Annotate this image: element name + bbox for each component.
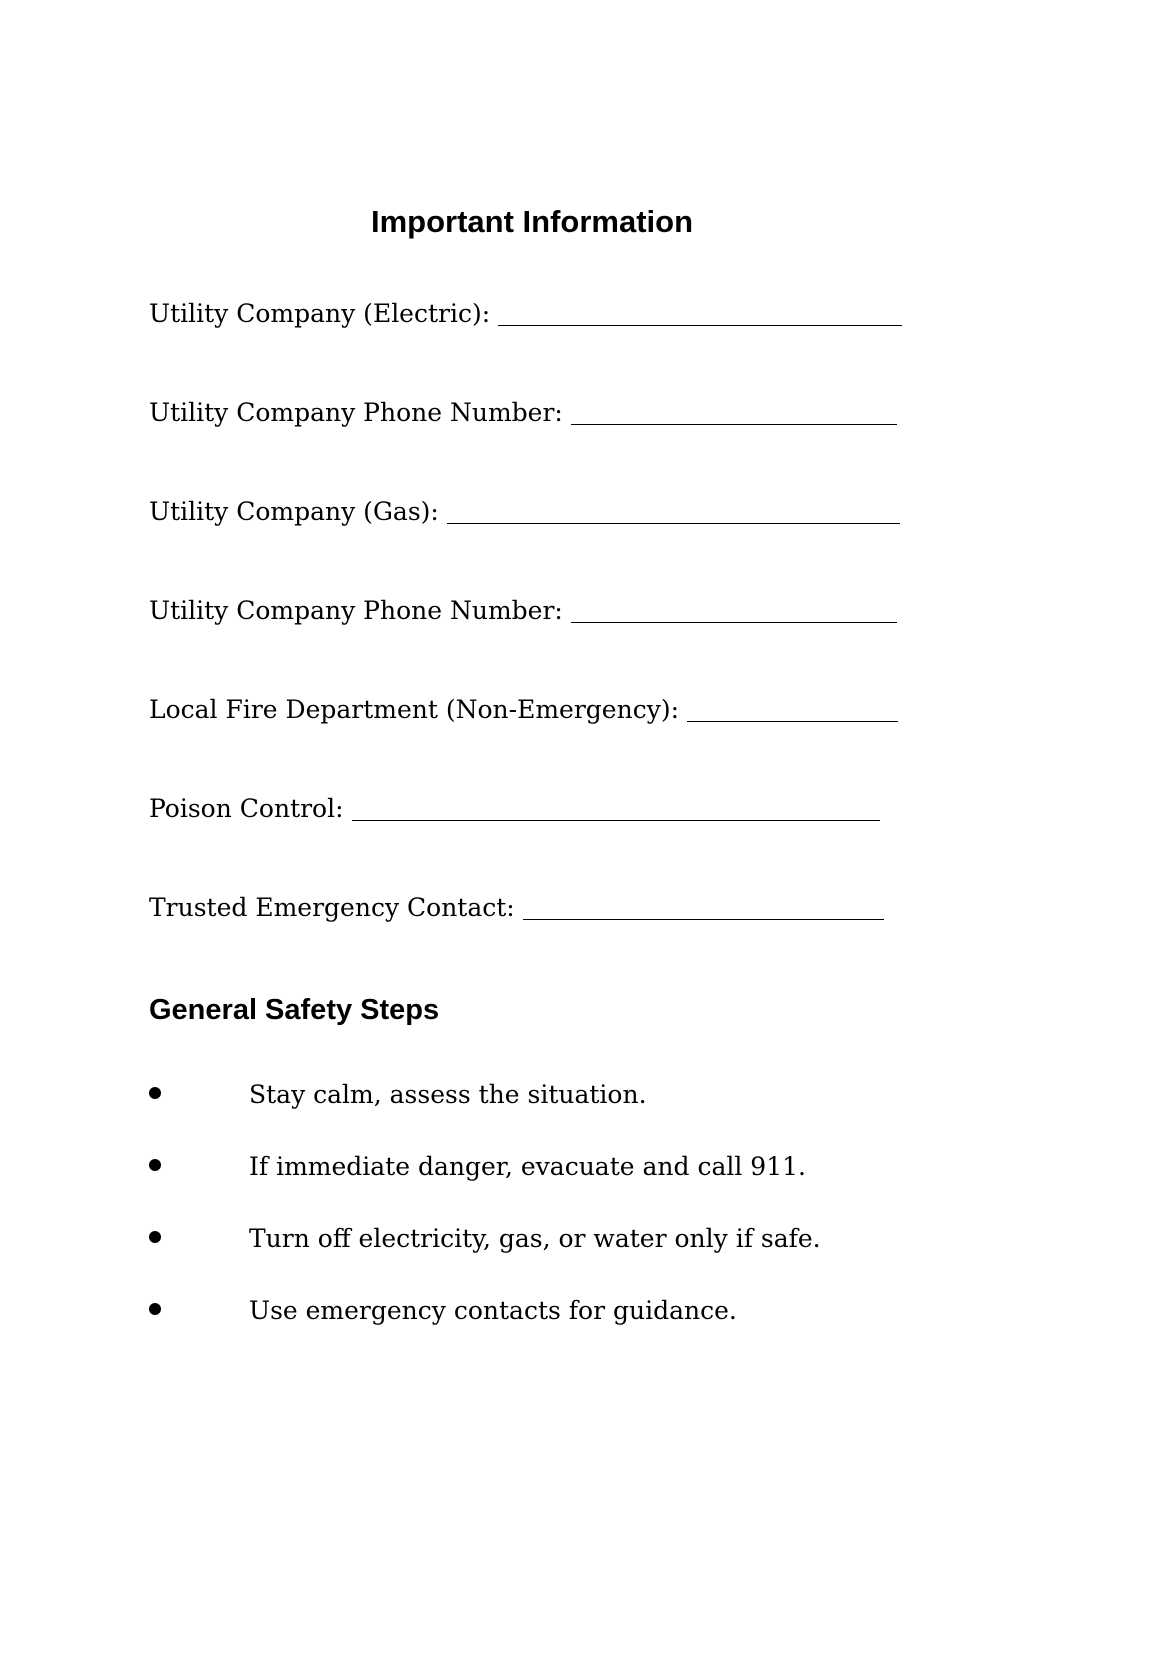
fill-in-blank[interactable]	[523, 897, 884, 920]
list-item-text: Use emergency contacts for guidance.	[249, 1296, 737, 1325]
list-item	[149, 1075, 821, 1147]
field-label: Utility Company (Electric):	[149, 299, 491, 328]
fill-in-blank[interactable]	[447, 501, 900, 524]
fill-in-blank[interactable]	[571, 600, 897, 623]
bullet-icon	[149, 1231, 161, 1243]
field-label: Trusted Emergency Contact:	[149, 893, 515, 922]
list-item-text: If immediate danger, evacuate and call 911.	[249, 1152, 806, 1181]
page-title: Important Information	[370, 204, 694, 239]
fill-in-blank[interactable]	[498, 303, 902, 326]
field-label: Poison Control:	[149, 794, 344, 823]
field-poison-control	[149, 789, 880, 829]
bullet-icon	[149, 1159, 161, 1171]
list-item	[149, 1219, 821, 1291]
list-item-text: Stay calm, assess the situation.	[249, 1080, 647, 1109]
bullet-icon	[149, 1303, 161, 1315]
field-label: Utility Company (Gas):	[149, 497, 439, 526]
list-item	[149, 1291, 821, 1363]
field-utility-gas-phone	[149, 591, 897, 631]
field-trusted-contact	[149, 888, 884, 928]
field-label: Utility Company Phone Number:	[149, 398, 563, 427]
field-utility-gas	[149, 492, 900, 532]
field-utility-electric	[149, 294, 902, 334]
field-label: Local Fire Department (Non-Emergency):	[149, 695, 680, 724]
list-item	[149, 1147, 821, 1219]
fill-in-blank[interactable]	[687, 699, 898, 722]
fill-in-blank[interactable]	[571, 402, 897, 425]
fill-in-blank[interactable]	[352, 798, 880, 821]
safety-steps-list	[149, 1075, 821, 1363]
section-heading: General Safety Steps	[149, 994, 440, 1026]
bullet-icon	[149, 1087, 161, 1099]
field-fire-department	[149, 690, 898, 730]
list-item-text: Turn off electricity, gas, or water only if safe.	[249, 1224, 821, 1253]
field-utility-electric-phone	[149, 393, 897, 433]
field-label: Utility Company Phone Number:	[149, 596, 563, 625]
